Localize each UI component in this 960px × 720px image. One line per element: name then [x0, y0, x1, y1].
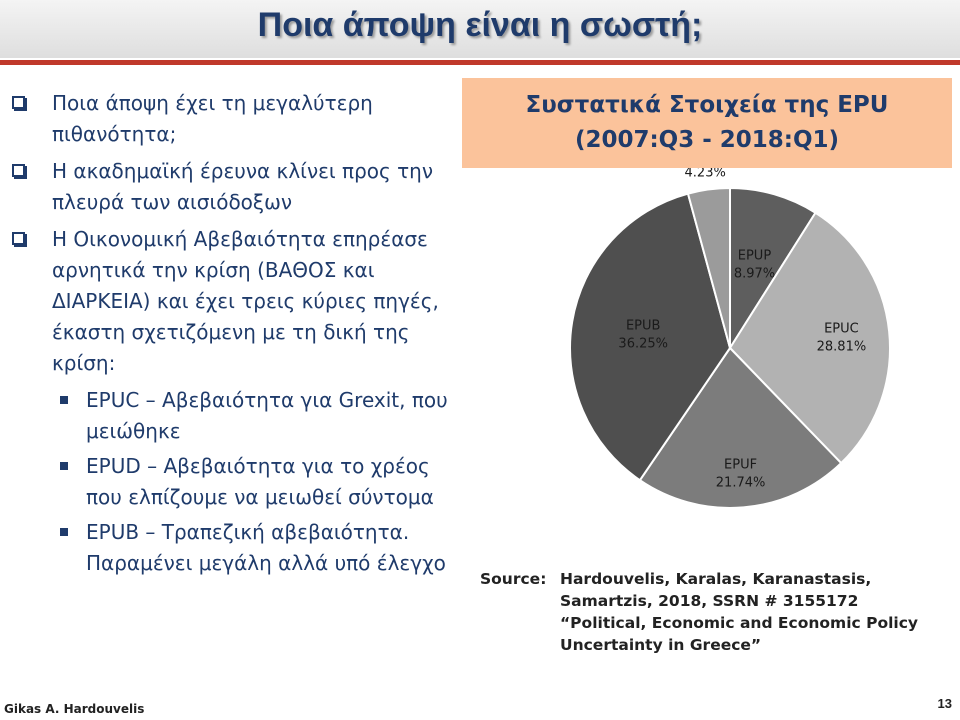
pie-chart — [560, 168, 910, 528]
source-key: Source: — [480, 570, 547, 588]
pie-value-epum: 4.23% — [684, 168, 726, 181]
pie-value-epuc: 28.81% — [816, 339, 867, 355]
square-bullet-icon — [60, 462, 68, 470]
bullet-text: Ποια άποψη έχει τη μεγαλύτερη πιθανότητα; — [52, 91, 373, 146]
pie-label-epub: EPUB — [625, 318, 661, 334]
square-bullet-icon — [60, 528, 68, 536]
bullet-text: Η Οικονομική Αβεβαιότητα επηρέασε αρνητικά την κρίση (ΒΑΘΟΣ και ΔΙΑΡΚΕΙΑ) και έχει τρεις κύριες πηγές, έκαστη σχετιζόμενη με τη δική της κρίση: — [52, 227, 439, 375]
source-line: Hardouvelis, Karalas, Karanastasis, — [560, 570, 872, 588]
title-divider — [0, 60, 960, 65]
bullet-text: Η ακαδημαϊκή έρευνα κλίνει προς την πλευρά των αισιόδοξων — [52, 159, 434, 214]
pie-label-epuc: EPUC — [824, 321, 859, 337]
sub-bullet-text: EPUB – Τραπεζική αβεβαιότητα. Παραμένει μεγάλη αλλά υπό έλεγχο — [86, 520, 446, 575]
bullet-item — [12, 88, 452, 150]
pie-label-epup: EPUP — [737, 248, 772, 264]
bullet-list — [12, 88, 452, 583]
source-line: Samartzis, 2018, SSRN # 3155172 — [560, 592, 859, 610]
page-number: 13 — [937, 696, 952, 711]
sub-bullet-item — [60, 451, 452, 513]
checkbox-bullet-icon — [12, 96, 25, 109]
pie-label-epuf: EPUF — [724, 457, 758, 473]
pie-value-epuf: 21.74% — [715, 475, 766, 491]
sub-bullet-item — [60, 517, 452, 579]
bullet-item — [12, 224, 452, 379]
checkbox-bullet-icon — [12, 232, 25, 245]
chart-title-box — [462, 78, 952, 168]
square-bullet-icon — [60, 396, 68, 404]
chart-title: Συστατικά Στοιχεία της EPU — [525, 92, 889, 118]
pie-value-epup: 8.97% — [733, 266, 776, 282]
footer-author: Gikas A. Hardouvelis — [4, 702, 145, 716]
title-bar — [0, 0, 960, 58]
source-line: “Political, Economic and Economic Policy — [560, 614, 919, 632]
source-citation — [480, 568, 950, 656]
bullet-item — [12, 156, 452, 218]
sub-bullet-text: EPUC – Αβεβαιότητα για Grexit, που μειώθηκε — [86, 388, 448, 443]
source-line: Uncertainty in Greece” — [560, 636, 762, 654]
page-title: Ποια άποψη είναι η σωστή; — [257, 6, 703, 44]
sub-bullet-text: EPUD – Αβεβαιότητα για το χρέος που ελπίζουμε να μειωθεί σύντομα — [86, 454, 434, 509]
chart-subtitle: (2007:Q3 - 2018:Q1) — [574, 127, 840, 153]
pie-value-epub: 36.25% — [618, 336, 669, 352]
checkbox-bullet-icon — [12, 164, 25, 177]
sub-bullet-item — [60, 385, 452, 447]
